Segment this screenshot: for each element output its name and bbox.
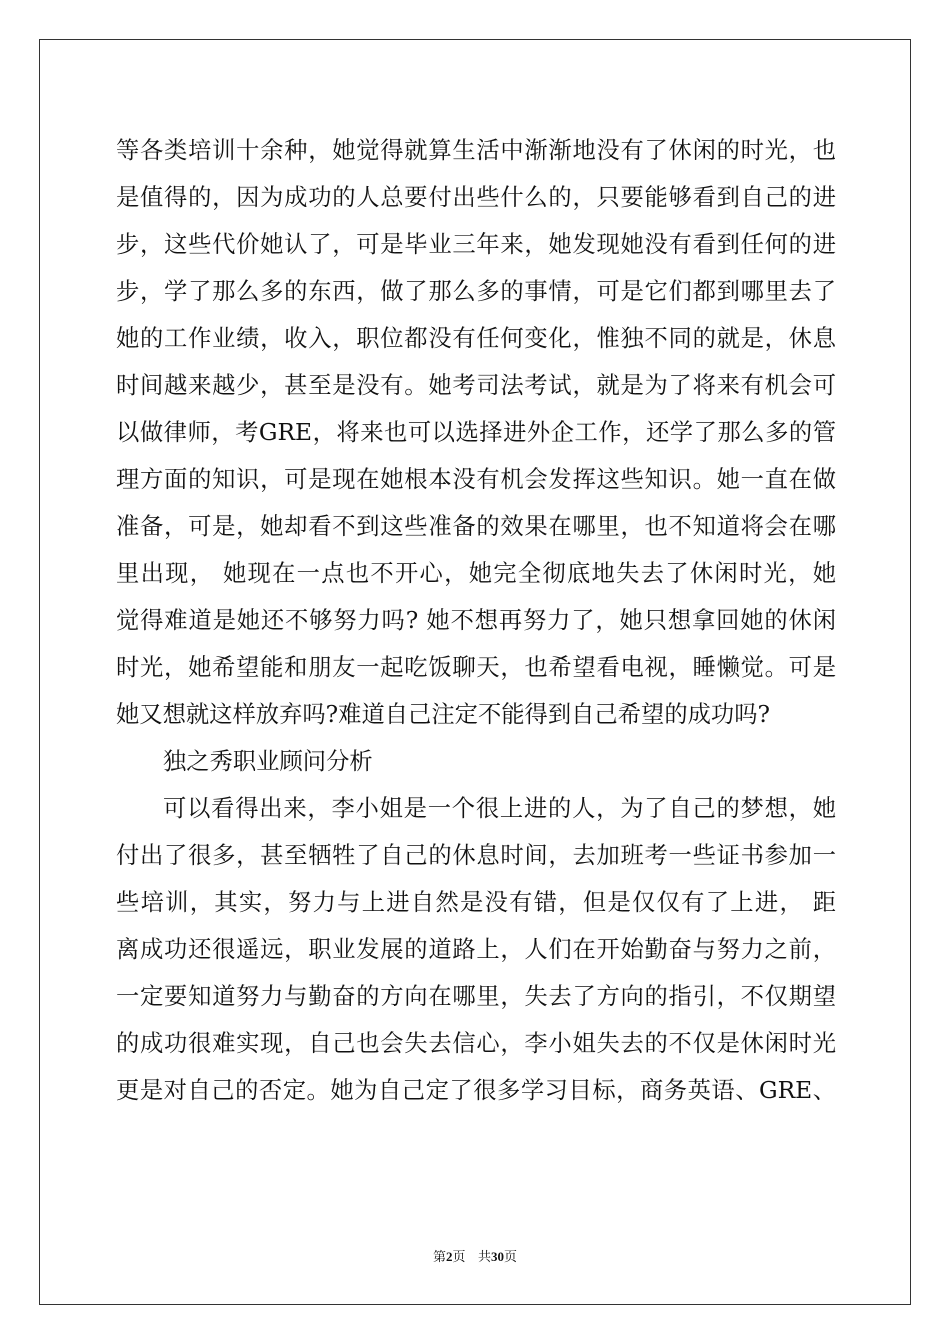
text-line: 里出现， 她现在一点也不开心，她完全彻底地失去了休闲时光，她	[116, 560, 836, 587]
footer-suffix: 页	[503, 1250, 517, 1265]
text-line: 等各类培训十余种，她觉得就算生活中渐渐地没有了休闲的时光，也	[116, 137, 836, 164]
text-line: 时光，她希望能和朋友一起吃饭聊天，也希望看电视，睡懒觉。可是	[116, 654, 836, 681]
text-line: 些培训，其实，努力与上进自然是没有错，但是仅仅有了上进， 距	[116, 889, 836, 916]
footer-mid: 页 共	[452, 1250, 491, 1265]
text-line: 更是对自己的否定。她为自己定了很多学习目标，商务英语、GRE、	[116, 1077, 836, 1104]
text-line: 离成功还很遥远，职业发展的道路上，人们在开始勤奋与努力之前，	[116, 936, 836, 963]
text-line: 的成功很难实现，自己也会失去信心，李小姐失去的不仅是休闲时光	[116, 1030, 836, 1057]
document-body	[116, 127, 836, 1114]
text-line: 以做律师，考GRE，将来也可以选择进外企工作，还学了那么多的管	[116, 419, 836, 446]
text-line: 理方面的知识，可是现在她根本没有机会发挥这些知识。她一直在做	[116, 466, 836, 493]
text-line: 一定要知道努力与勤奋的方向在哪里，失去了方向的指引，不仅期望	[116, 983, 836, 1010]
text-line: 觉得难道是她还不够努力吗? 她不想再努力了，她只想拿回她的休闲	[116, 607, 836, 634]
text-line: 准备，可是，她却看不到这些准备的效果在哪里，也不知道将会在哪	[116, 513, 836, 540]
current-page-number: 2	[446, 1249, 453, 1264]
text-line: 时间越来越少，甚至是没有。她考司法考试，就是为了将来有机会可	[116, 372, 836, 399]
text-line: 可以看得出来，李小姐是一个很上进的人，为了自己的梦想，她	[163, 795, 836, 822]
text-line: 付出了很多，甚至牺牲了自己的休息时间，去加班考一些证书参加一	[116, 842, 836, 869]
footer-prefix: 第	[433, 1250, 447, 1265]
section-heading: 独之秀职业顾问分析	[163, 748, 373, 775]
text-line: 她的工作业绩，收入，职位都没有任何变化，惟独不同的就是，休息	[116, 325, 836, 352]
text-line: 步，学了那么多的东西，做了那么多的事情，可是它们都到哪里去了	[116, 278, 836, 305]
page-footer	[0, 1246, 950, 1265]
text-line: 是值得的，因为成功的人总要付出些什么的，只要能够看到自己的进	[116, 184, 836, 211]
text-line: 她又想就这样放弃吗?难道自己注定不能得到自己希望的成功吗?	[116, 701, 770, 728]
total-page-number: 30	[490, 1249, 504, 1264]
text-line: 步，这些代价她认了，可是毕业三年来，她发现她没有看到任何的进	[116, 231, 836, 258]
